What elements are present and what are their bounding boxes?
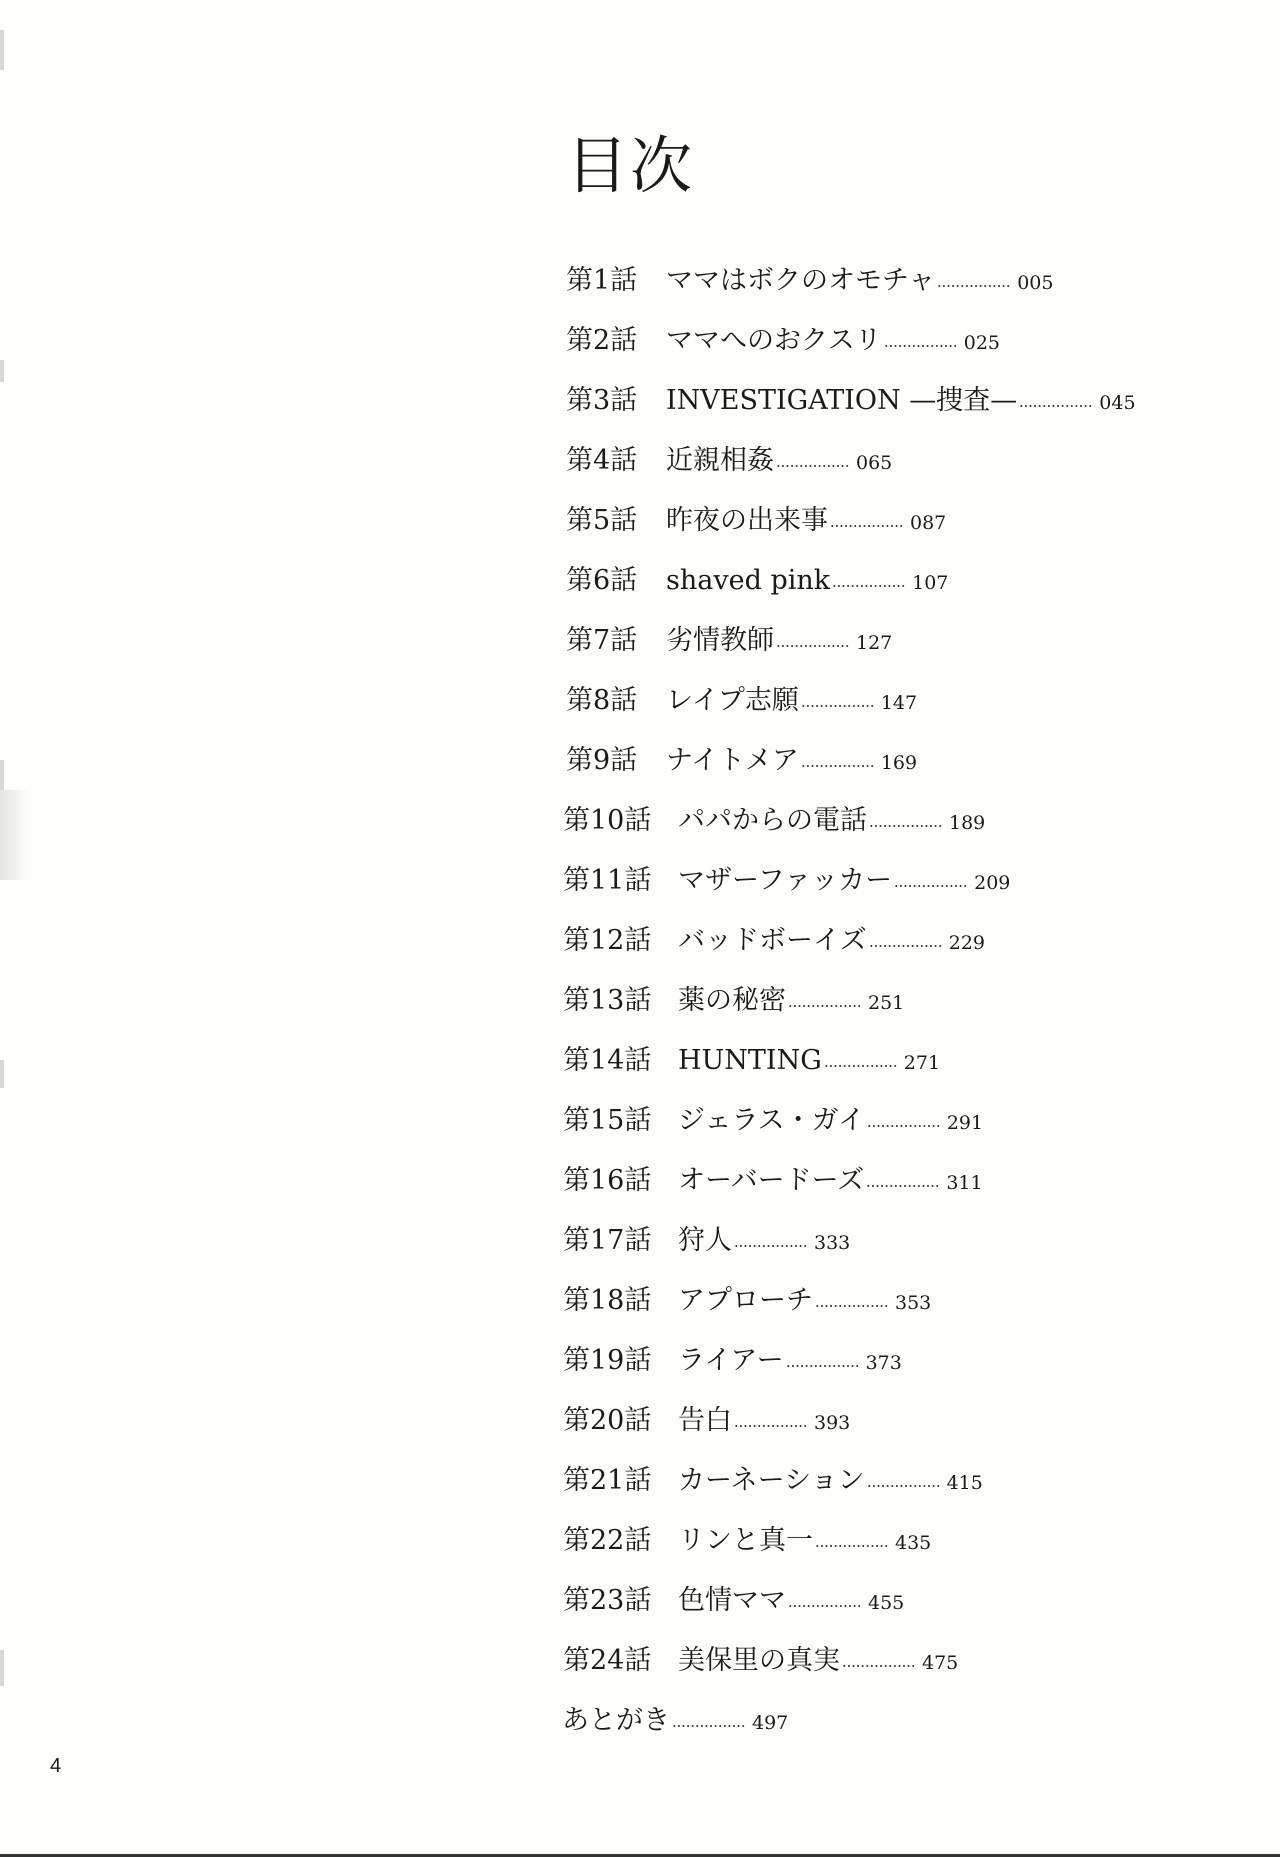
chapter-number: 第17話: [563, 1225, 652, 1256]
page-ref: 189: [949, 812, 986, 834]
toc-entry: [563, 1458, 983, 1498]
scan-edge-mark: [0, 30, 4, 70]
page-ref: 435: [895, 1532, 932, 1554]
page-ref: 127: [856, 632, 893, 654]
chapter-number: 第22話: [563, 1525, 652, 1556]
leader-dots: [830, 525, 904, 527]
chapter-number: 第11話: [563, 865, 652, 896]
toc-entry: [566, 738, 917, 778]
leader-dots: [894, 885, 968, 887]
toc-title: 目次: [566, 129, 695, 202]
leader-dots: [937, 285, 1011, 287]
chapter-title: 狩人: [678, 1225, 732, 1256]
page-ref: 373: [865, 1352, 902, 1374]
page-ref: 045: [1099, 392, 1136, 414]
leader-dots: [801, 705, 875, 707]
chapter-number: 第6話: [566, 565, 638, 596]
leader-dots: [786, 1365, 860, 1367]
toc-entry: [563, 1398, 850, 1438]
toc-entry: [566, 618, 892, 658]
toc-entry: [563, 1038, 940, 1078]
page-ref: 087: [910, 512, 947, 534]
chapter-number: 第2話: [566, 325, 638, 356]
leader-dots: [884, 345, 958, 347]
page-ref: 147: [880, 692, 918, 714]
toc-entry: [566, 318, 1000, 358]
toc-entry: [563, 1278, 931, 1318]
chapter-number: 第15話: [563, 1105, 652, 1136]
leader-dots: [734, 1425, 808, 1427]
leader-dots: [869, 825, 943, 827]
chapter-title: 薬の秘密: [678, 985, 786, 1016]
toc-entry: [563, 1158, 983, 1198]
leader-dots: [815, 1305, 889, 1307]
toc-entry: [563, 1098, 983, 1138]
toc-entry: [566, 438, 892, 478]
page-ref: 209: [974, 872, 1011, 894]
scan-edge-mark: [0, 1060, 4, 1088]
chapter-number: 第1話: [566, 265, 638, 296]
chapter-title: INVESTIGATION —捜査—: [666, 385, 1018, 416]
chapter-title: 劣情教師: [666, 625, 774, 656]
leader-dots: [776, 645, 850, 647]
leader-dots: [866, 1185, 940, 1187]
chapter-number: 第13話: [563, 985, 652, 1016]
chapter-title: マザーファッカー: [678, 865, 893, 896]
chapter-number: 第8話: [566, 685, 638, 716]
toc-entry: [566, 258, 1053, 298]
chapter-number: 第5話: [566, 505, 638, 536]
chapter-title: ママはボクのオモチャ: [666, 265, 936, 296]
chapter-number: 第4話: [566, 445, 638, 476]
chapter-title: あとがき: [562, 1705, 670, 1736]
page-ref: 107: [912, 572, 949, 594]
toc-entry: [563, 918, 985, 958]
chapter-title: ジェラス・ガイ: [678, 1105, 865, 1136]
paper-crease: [0, 790, 30, 880]
leader-dots: [672, 1725, 746, 1727]
chapter-title: 昨夜の出来事: [666, 505, 828, 536]
toc-entry: [563, 1578, 904, 1618]
chapter-number: 第24話: [563, 1645, 652, 1676]
chapter-number: 第10話: [563, 805, 652, 836]
chapter-title: 告白: [678, 1405, 732, 1436]
chapter-number: 第12話: [563, 925, 652, 956]
chapter-title: 色情ママ: [678, 1585, 786, 1616]
leader-dots: [867, 1485, 941, 1487]
leader-dots: [1019, 405, 1093, 407]
page-ref: 065: [856, 452, 893, 474]
toc-entry: [566, 678, 917, 718]
page-ref: 455: [868, 1592, 905, 1614]
chapter-title: オーバードーズ: [678, 1165, 865, 1196]
page-ref: 393: [814, 1412, 851, 1434]
page-ref: 475: [922, 1652, 959, 1674]
page-ref: 005: [1017, 272, 1054, 294]
chapter-number: 第16話: [563, 1165, 652, 1196]
chapter-title: カーネーション: [678, 1465, 865, 1496]
leader-dots: [776, 465, 850, 467]
chapter-title: バッドボーイズ: [678, 925, 867, 956]
chapter-title: レイプ志願: [666, 685, 799, 716]
chapter-number: 第23話: [563, 1585, 652, 1616]
page-ref: 229: [948, 932, 985, 954]
page-ref: 415: [946, 1472, 983, 1494]
toc-entry: [563, 798, 985, 838]
chapter-number: 第18話: [563, 1285, 652, 1316]
chapter-title: shaved pink: [666, 565, 831, 596]
leader-dots: [842, 1665, 916, 1667]
chapter-title: HUNTING: [678, 1045, 822, 1076]
chapter-number: 第7話: [566, 625, 638, 656]
toc-entry: [566, 378, 1136, 418]
leader-dots: [869, 945, 943, 947]
chapter-title: 近親相姦: [666, 445, 774, 476]
chapter-title: ママへのおクスリ: [666, 325, 882, 356]
leader-dots: [801, 765, 875, 767]
chapter-number: 第20話: [563, 1405, 652, 1436]
page-ref: 333: [814, 1232, 851, 1254]
chapter-title: アプローチ: [678, 1285, 813, 1316]
leader-dots: [734, 1245, 808, 1247]
chapter-title: 美保里の真実: [678, 1645, 840, 1676]
page-ref: 251: [868, 992, 905, 1014]
leader-dots: [788, 1005, 862, 1007]
toc-entry: [563, 1638, 958, 1678]
chapter-number: 第19話: [563, 1345, 652, 1376]
chapter-number: 第9話: [566, 745, 638, 776]
chapter-title: リンと真一: [678, 1525, 813, 1556]
leader-dots: [788, 1605, 862, 1607]
chapter-number: 第21話: [563, 1465, 652, 1496]
leader-dots: [824, 1065, 898, 1067]
toc-entry: [566, 558, 948, 598]
chapter-title: ナイトメア: [666, 745, 799, 776]
toc-entry: [563, 1338, 902, 1378]
chapter-number: 第14話: [563, 1045, 652, 1076]
page-ref: 497: [752, 1712, 789, 1734]
page-ref: 169: [880, 752, 918, 774]
toc-entry: [563, 1218, 850, 1258]
scan-edge-mark: [0, 760, 4, 790]
page-number: 4: [50, 1755, 62, 1777]
toc-entry: [563, 1518, 931, 1558]
chapter-title: パパからの電話: [678, 805, 867, 836]
page-ref: 353: [895, 1292, 932, 1314]
toc-entry: [562, 1698, 788, 1738]
leader-dots: [815, 1545, 889, 1547]
scan-edge-mark: [0, 360, 4, 382]
chapter-number: 第3話: [566, 385, 638, 416]
chapter-title: ライアー: [678, 1345, 784, 1376]
page-ref: 311: [946, 1172, 983, 1194]
leader-dots: [832, 585, 906, 587]
leader-dots: [867, 1125, 941, 1127]
page-ref: 271: [903, 1052, 941, 1074]
toc-entry: [563, 978, 904, 1018]
toc-entry: [566, 498, 946, 538]
toc-entry: [563, 858, 1010, 898]
page-ref: 291: [946, 1112, 984, 1134]
page-ref: 025: [963, 332, 1000, 354]
scan-edge-mark: [0, 1650, 4, 1686]
